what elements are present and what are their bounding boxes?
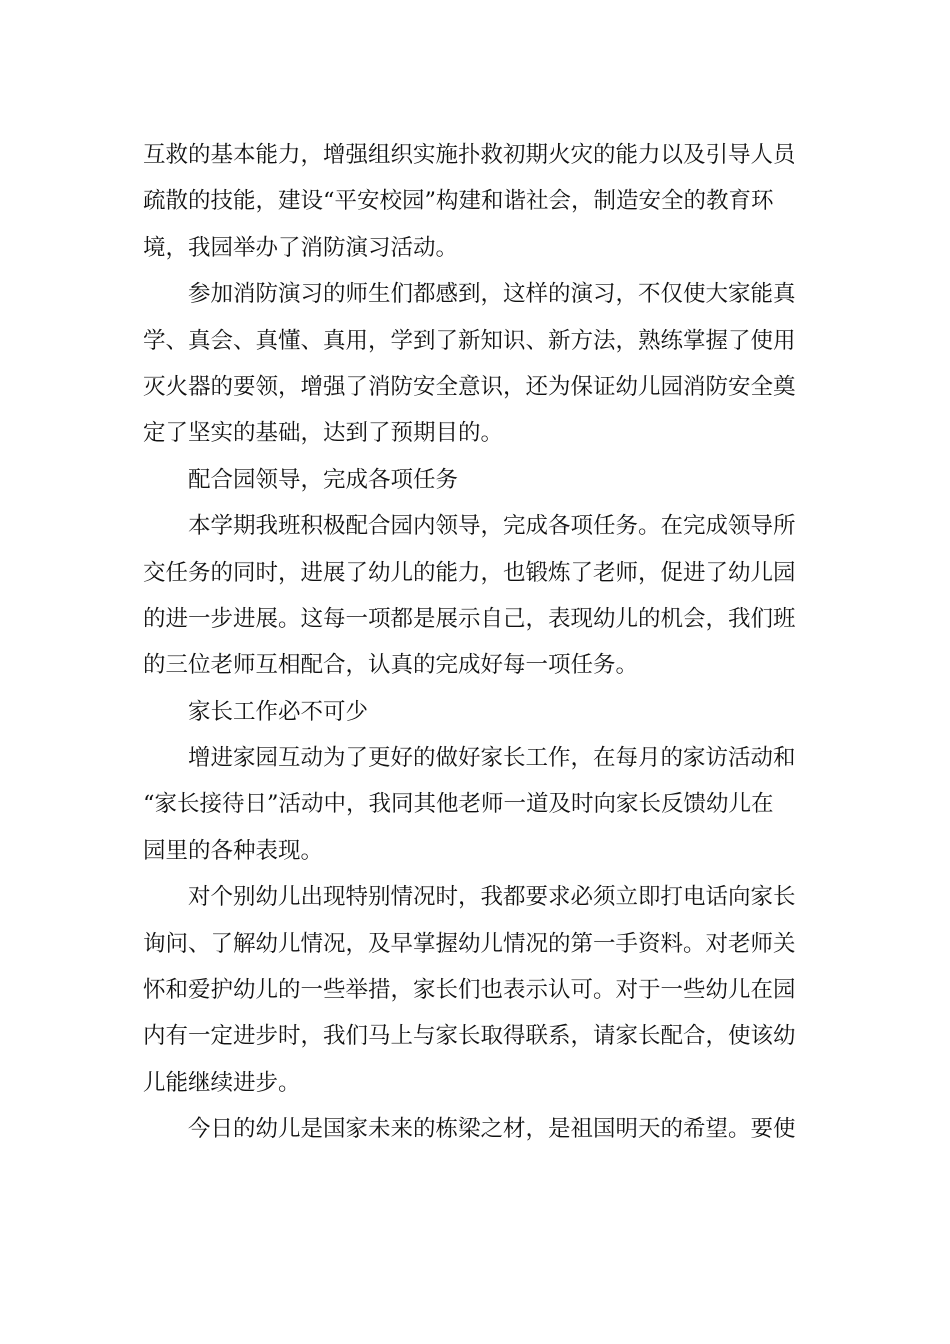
text-line: 本学期我班积极配合园内领导，完成各项任务。在完成领导所 xyxy=(188,513,796,540)
text-line: “家长接待日”活动中，我同其他老师一道及时向家长反馈幼儿在 xyxy=(143,791,774,818)
text-line: 互救的基本能力，增强组织实施扑救初期火灾的能力以及引导人员 xyxy=(143,142,796,168)
text-line: 疏散的技能，建设“平安校园”构建和谐社会，制造安全的教育环 xyxy=(143,188,774,215)
text-line: 对个别幼儿出现特别情况时，我都要求必须立即打电话向家长 xyxy=(188,884,796,911)
text-line: 园里的各种表现。 xyxy=(143,837,324,864)
text-line: 询问、了解幼儿情况，及早掌握幼儿情况的第一手资料。对老师关 xyxy=(143,930,796,957)
text-line: 定了坚实的基础，达到了预期目的。 xyxy=(143,420,504,447)
document-body-text xyxy=(143,132,815,1153)
text-line: 增进家园互动为了更好的做好家长工作，在每月的家访活动和 xyxy=(188,745,796,772)
text-line: 今日的幼儿是国家未来的栋梁之材，是祖国明天的希望。要使 xyxy=(188,1116,796,1143)
text-line: 儿能继续进步。 xyxy=(143,1069,301,1096)
text-line: 境，我园举办了消防演习活动。 xyxy=(143,234,459,261)
text-line: 的进一步进展。这每一项都是展示自己，表现幼儿的机会，我们班 xyxy=(143,605,796,632)
text-line: 参加消防演习的师生们都感到，这样的演习，不仅使大家能真 xyxy=(188,281,796,308)
text-line: 内有一定进步时，我们马上与家长取得联系，请家长配合，使该幼 xyxy=(143,1023,796,1050)
section-heading: 配合园领导，完成各项任务 xyxy=(188,466,459,493)
text-line: 怀和爱护幼儿的一些举措，家长们也表示认可。对于一些幼儿在园 xyxy=(143,977,796,1004)
section-heading: 家长工作必不可少 xyxy=(188,698,369,725)
text-line: 灭火器的要领，增强了消防安全意识，还为保证幼儿园消防安全奠 xyxy=(143,373,796,400)
text-line: 交任务的同时，进展了幼儿的能力，也锻炼了老师，促进了幼儿园 xyxy=(143,559,796,586)
text-line: 的三位老师互相配合，认真的完成好每一项任务。 xyxy=(143,652,639,679)
text-line: 学、真会、真懂、真用，学到了新知识、新方法，熟练掌握了使用 xyxy=(143,327,796,354)
